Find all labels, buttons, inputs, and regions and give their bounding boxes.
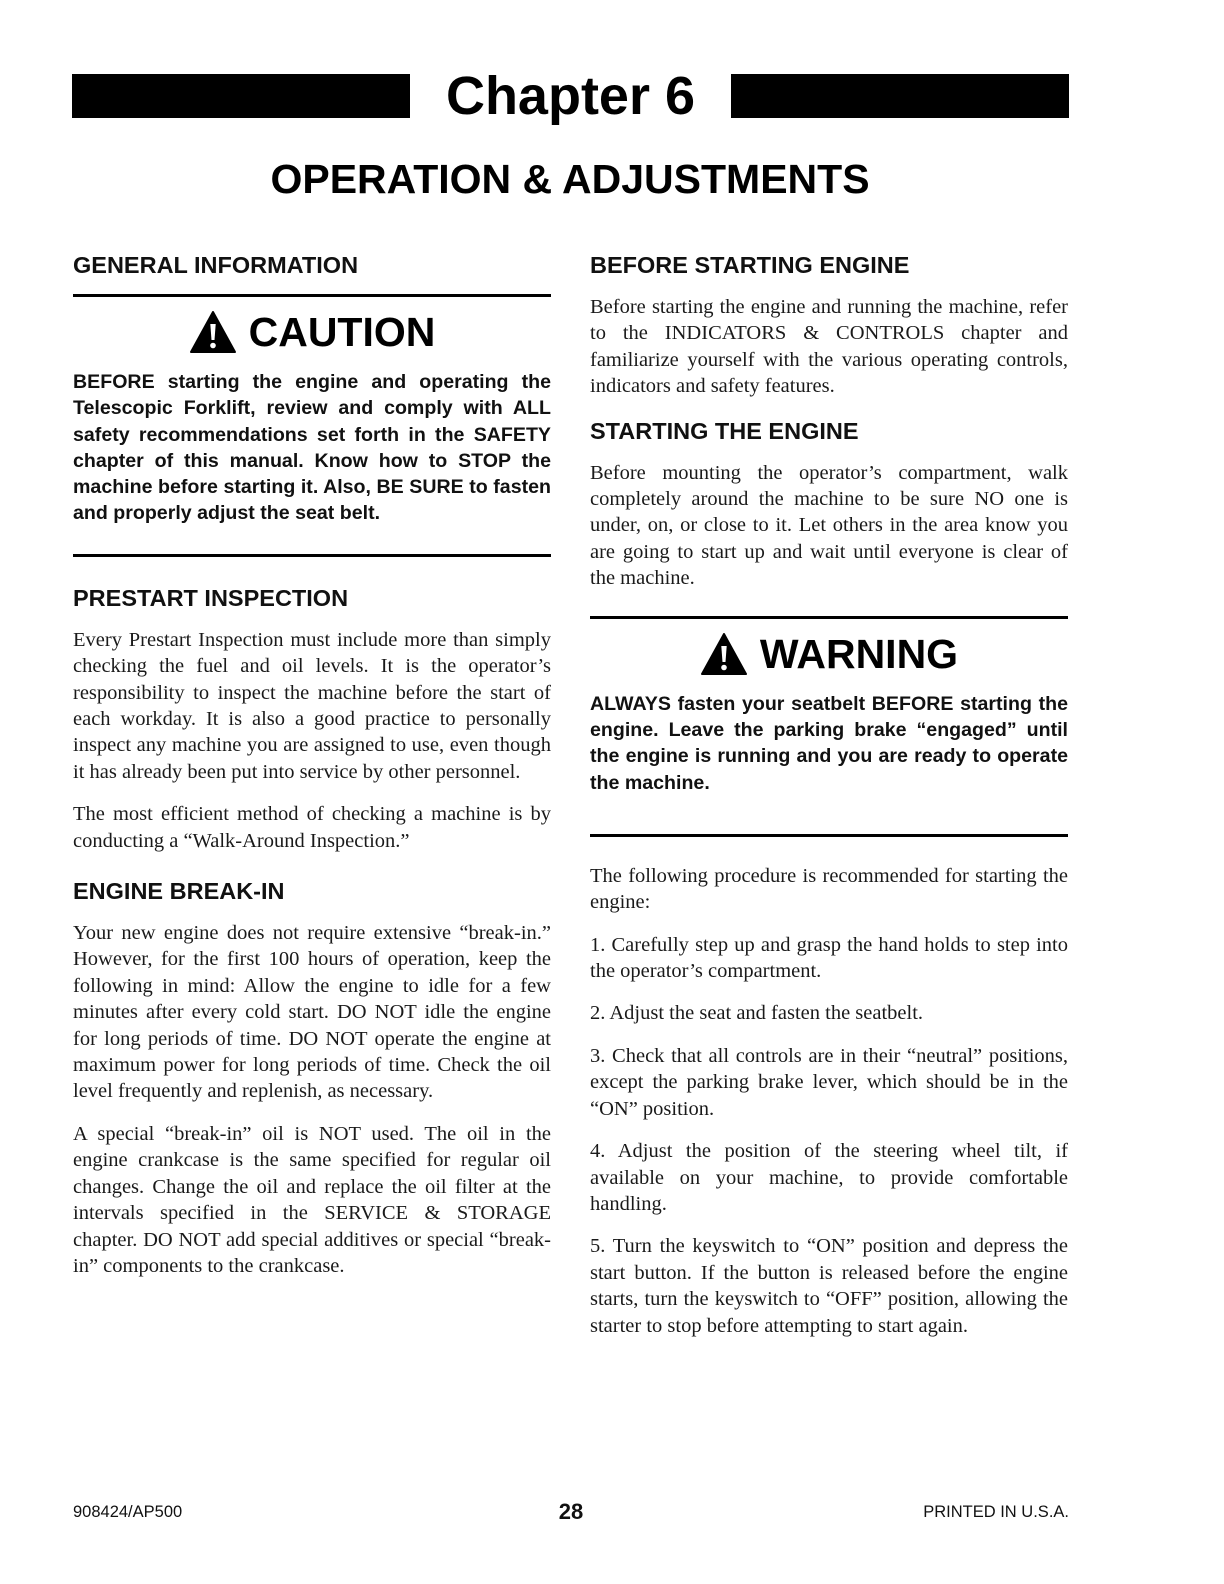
procedure-step-1: 1. Carefully step up and grasp the hand holds to step into the operator’s compartment.	[590, 933, 1068, 983]
caution-label: CAUTION	[248, 309, 436, 355]
document-number: 908424/AP500	[73, 1503, 183, 1521]
left-column	[73, 250, 551, 1295]
prestart-paragraph-2: The most efficient method of checking a machine is by conducting a “Walk-Around Inspection.”	[73, 803, 551, 852]
starting-engine-text: Before mounting the operator’s compartment, walk completely around the machine to be sure NO one is under, on, or close to it. Let others in the area know you are going to start up and wait until everyone is clear of the machine.	[590, 461, 1068, 590]
warning-label: WARNING	[759, 630, 959, 677]
chapter-header-bar	[72, 66, 1069, 126]
procedure-step-2: 2. Adjust the seat and fasten the seatbelt.	[590, 1002, 924, 1025]
warning-triangle-icon	[700, 632, 748, 676]
warning-triangle-icon	[189, 310, 237, 354]
starting-engine-heading: STARTING THE ENGINE	[590, 417, 859, 444]
engine-break-in-heading: ENGINE BREAK-IN	[73, 878, 285, 905]
procedure-intro: The following procedure is recommended for starting the engine:	[590, 864, 1068, 914]
break-in-paragraph-1: Your new engine does not require extensive “break-in.” However, for the first 100 hours of operation, keep the following in mind: Allow the engine to idle for a few minutes after every cold start. DO NOT idle the engine for long periods of time. DO NOT operate the engine at maximum power for long periods of time. Check the oil level frequently and replenish, as necessary.	[73, 922, 551, 1103]
prestart-inspection-heading: PRESTART INSPECTION	[73, 584, 349, 611]
warning-text: ALWAYS fasten your seatbelt BEFORE starting the engine. Leave the parking brake “engaged” until the engine is running and you are ready to operate the machine.	[590, 692, 1068, 794]
before-starting-heading: BEFORE STARTING ENGINE	[590, 252, 910, 278]
page-footer	[73, 1498, 1069, 1528]
general-information-heading: GENERAL INFORMATION	[73, 252, 359, 278]
procedure-step-3: 3. Check that all controls are in their “neutral” positions, except the parking brake lever, which should be in the “ON” position.	[590, 1044, 1068, 1120]
caution-text: BEFORE starting the engine and operating the Telescopic Forklift, review and comply with ALL safety recommendations set forth in the SAFETY chapter of this manual. Know how to STOP the machine before starting it. Also, BE SURE to fasten and properly adjust the seat belt.	[73, 371, 551, 525]
right-column	[590, 250, 1068, 1355]
before-starting-text: Before starting the engine and running the machine, refer to the INDICATORS & CONTROLS chapter and familiarize yourself with the various operating controls, indicators and safety features.	[590, 296, 1068, 398]
chapter-title: Chapter 6	[445, 66, 696, 126]
caution-header	[73, 297, 551, 367]
page-number: 28	[558, 1499, 584, 1524]
chapter-bar-right	[731, 74, 1069, 118]
procedure-step-4: 4. Adjust the position of the steering wheel tilt, if available on your machine, to provide comfortable handling.	[590, 1140, 1068, 1215]
printed-in-label: PRINTED IN U.S.A.	[923, 1503, 1069, 1521]
warning-box	[590, 616, 1068, 837]
chapter-bar-left	[72, 74, 410, 118]
caution-box	[73, 294, 551, 557]
warning-header	[590, 619, 1068, 689]
procedure-step-5: 5. Turn the keyswitch to “ON” position and depress the start button. If the button is released before the engine starts, turn the keyswitch to “OFF” position, allowing the starter to stop before attempting to start again.	[590, 1235, 1068, 1337]
break-in-paragraph-2: A special “break-in” oil is NOT used. The oil in the engine crankcase is the same specified for regular oil changes. Change the oil and replace the oil filter at the intervals specified in the SERVICE & STORAGE chapter. DO NOT add special additives or special “break-in” components to the crankcase.	[73, 1122, 551, 1277]
prestart-paragraph-1: Every Prestart Inspection must include more than simply checking the fuel and oil levels. It is the operator’s responsibility to inspect the machine before the start of each workday. It is also a good practice to personally inspect any machine you are assigned to use, even though it has already been put into service by other personnel.	[73, 628, 551, 783]
page-title: OPERATION & ADJUSTMENTS	[270, 156, 870, 202]
